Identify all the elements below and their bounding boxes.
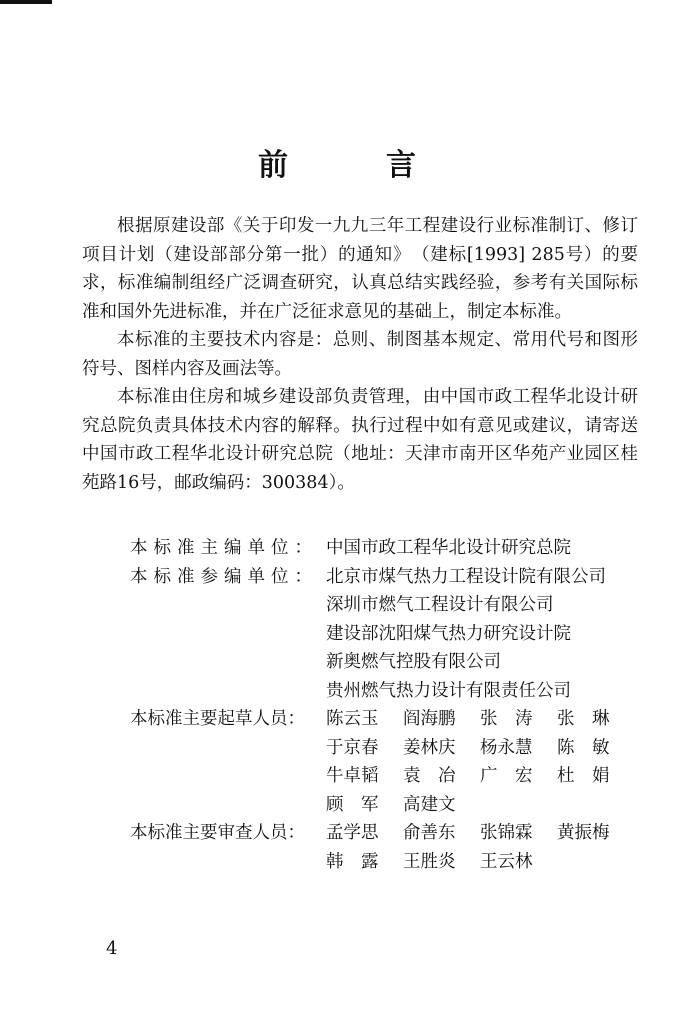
drafter-name: 高建文 <box>403 794 456 815</box>
drafter-name: 杜 娟 <box>557 766 610 786</box>
drafter-name: 广 宏 <box>480 766 533 786</box>
drafter-name: 陈 敏 <box>557 737 610 758</box>
reviewer-name: 王胜炎 <box>403 851 456 872</box>
chief-unit-row <box>130 534 634 563</box>
participating-units-label: 本标准参编单位： <box>130 566 318 587</box>
chief-unit-values <box>326 534 571 563</box>
page-edge-mark <box>0 0 52 4</box>
reviewer-name: 俞善东 <box>403 823 456 843</box>
reviewer-name: 王云林 <box>480 851 533 872</box>
reviewer-name: 孟学思 <box>326 823 379 843</box>
participating-unit: 建设部沈阳煤气热力研究设计院 <box>326 623 571 644</box>
drafter-name: 顾 军 <box>326 794 379 815</box>
reviewer-name: 张锦霖 <box>480 823 533 843</box>
participating-unit: 北京市煤气热力工程设计院有限公司 <box>326 566 606 587</box>
drafters-list <box>326 705 634 819</box>
drafter-name: 袁 冶 <box>403 766 456 786</box>
drafter-name: 杨永慧 <box>480 737 533 758</box>
participating-units-row <box>130 563 634 706</box>
drafter-name: 张 琳 <box>557 709 610 729</box>
drafter-name: 姜林庆 <box>403 737 456 758</box>
drafter-name: 牛卓韬 <box>326 766 379 786</box>
reviewers-row <box>130 819 634 876</box>
credits-section <box>130 534 634 876</box>
chief-unit-name: 中国市政工程华北设计研究总院 <box>326 538 571 558</box>
drafters-row <box>130 705 634 819</box>
reviewers-list <box>326 819 634 876</box>
drafter-name: 于京春 <box>326 737 379 758</box>
drafter-name: 张 涛 <box>480 709 533 729</box>
paragraph-background: 根据原建设部《关于印发一九九三年工程建设行业标准制订、修订项目计划（建设部部分第一批）的通知》 （建标[1993] 285号）的要求，标准编制组经广泛调查研究，认真总结实践经验，参考有关国际标准和国外先进标准，并在广泛征求意见的基础上，制定本标准。 <box>82 216 638 322</box>
participating-units-list <box>326 563 606 706</box>
drafter-name: 陈云玉 <box>326 709 379 729</box>
chief-unit-label: 本标准主编单位： <box>130 538 318 558</box>
drafter-name: 阎海鹏 <box>403 709 456 729</box>
page-title: 前 言 <box>258 148 450 183</box>
participating-unit: 深圳市燃气工程设计有限公司 <box>326 595 554 615</box>
paragraph-management: 本标准由住房和城乡建设部负责管理，由中国市政工程华北设计研究总院负责具体技术内容的解释。执行过程中如有意见或建议，请寄送中国市政工程华北设计研究总院（地址：天津市南开区华苑产业园区桂苑路16号，邮政编码：300384）。 <box>82 387 638 493</box>
reviewers-label: 本标准主要审查人员： <box>130 823 305 843</box>
drafters-label: 本标准主要起草人员： <box>130 709 305 729</box>
reviewer-name: 黄振梅 <box>557 823 610 843</box>
paragraph-content: 本标准的主要技术内容是：总则、制图基本规定、常用代号和图形符号、图样内容及画法等。 <box>82 330 638 379</box>
page-number: 4 <box>106 938 118 959</box>
preface-body <box>82 212 638 497</box>
participating-unit: 贵州燃气热力设计有限责任公司 <box>326 680 571 701</box>
reviewer-name: 韩 露 <box>326 851 379 872</box>
participating-unit: 新奥燃气控股有限公司 <box>326 652 501 672</box>
